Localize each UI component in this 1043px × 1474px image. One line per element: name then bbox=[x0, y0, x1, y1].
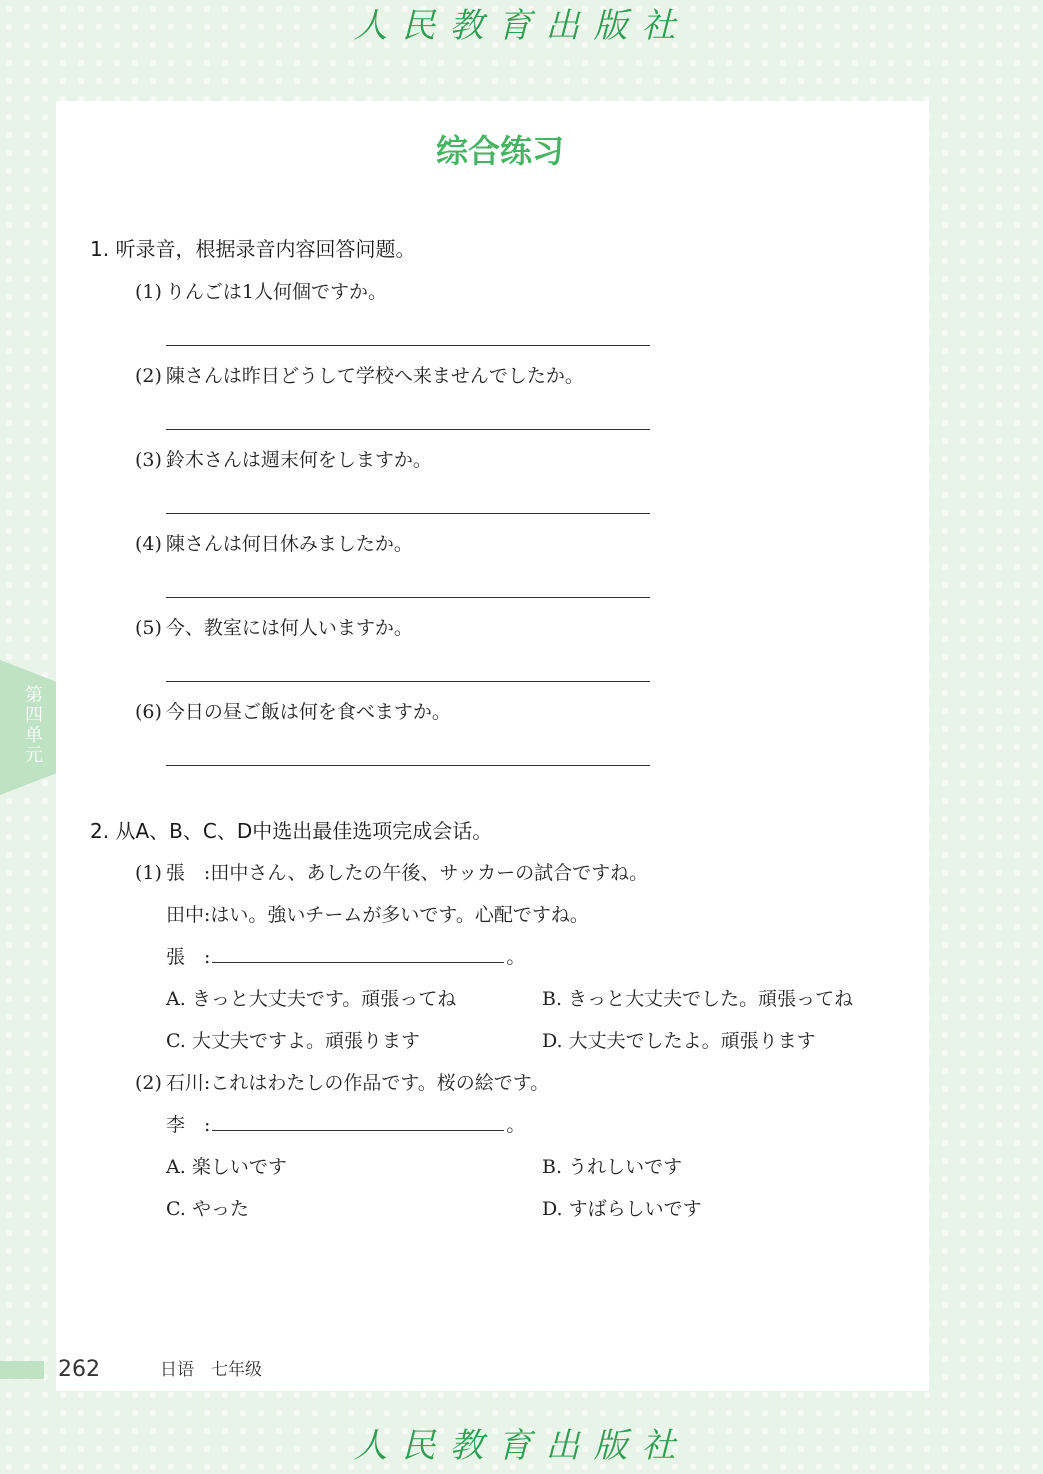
option-1-c[interactable] bbox=[166, 1028, 420, 1054]
dialogue-text: 。 bbox=[506, 1114, 526, 1136]
option-label: B. bbox=[542, 988, 563, 1010]
question-1-4 bbox=[135, 531, 413, 557]
option-1-b[interactable] bbox=[542, 986, 853, 1012]
option-label: A. bbox=[166, 1156, 186, 1178]
option-1-d[interactable] bbox=[542, 1028, 816, 1054]
dialogue-1-line-2 bbox=[166, 902, 589, 928]
answer-line-3[interactable] bbox=[166, 513, 650, 514]
section-1-instruction: 听录音，根据录音内容回答问题。 bbox=[115, 237, 416, 261]
dialogue-text: これはわたしの作品です。桜の絵です。 bbox=[210, 1072, 550, 1094]
option-label: A. bbox=[166, 988, 186, 1010]
answer-blank-1[interactable] bbox=[212, 944, 504, 963]
question-number: (5) bbox=[135, 617, 162, 639]
publisher-logo-top: 人民教育出版社 bbox=[353, 6, 690, 46]
question-1-1 bbox=[135, 279, 387, 305]
dialogue-text: はい。強いチームが多いです。心配ですね。 bbox=[210, 904, 589, 926]
option-text: すばらしいです bbox=[568, 1198, 702, 1220]
option-text: 大丈夫でしたよ。頑張ります bbox=[568, 1030, 816, 1052]
question-text: 陳さんは昨日どうして学校へ来ませんでしたか。 bbox=[165, 365, 584, 387]
question-number: (4) bbox=[135, 533, 162, 555]
option-2-a[interactable] bbox=[166, 1154, 287, 1180]
question-text: 今、教室には何人いますか。 bbox=[165, 617, 413, 639]
dialogue-2-line-2 bbox=[166, 1112, 525, 1138]
question-text: 陳さんは何日休みましたか。 bbox=[165, 533, 413, 555]
question-number: (3) bbox=[135, 449, 162, 471]
option-label: D. bbox=[542, 1030, 563, 1052]
option-2-b[interactable] bbox=[542, 1154, 682, 1180]
question-text: りんごは1人何個ですか。 bbox=[165, 281, 388, 303]
unit-side-tab-label: 第四单元 bbox=[25, 685, 43, 766]
book-title: 日语 七年级 bbox=[160, 1360, 262, 1380]
question-number: (2) bbox=[135, 1072, 162, 1094]
option-text: きっと大丈夫でした。頑張ってね bbox=[568, 988, 854, 1010]
publisher-logo-bottom: 人民教育出版社 bbox=[353, 1426, 690, 1466]
dialogue-2-line-1 bbox=[135, 1070, 549, 1096]
question-number: (1) bbox=[135, 862, 162, 884]
option-2-d[interactable] bbox=[542, 1196, 702, 1222]
answer-line-4[interactable] bbox=[166, 597, 650, 598]
question-1-6 bbox=[135, 699, 451, 725]
question-1-2 bbox=[135, 363, 584, 389]
option-label: D. bbox=[542, 1198, 563, 1220]
answer-line-5[interactable] bbox=[166, 681, 650, 682]
answer-blank-2[interactable] bbox=[212, 1112, 504, 1131]
section-1-number: 1. bbox=[90, 237, 110, 261]
option-2-c[interactable] bbox=[166, 1196, 249, 1222]
dialogue-1-line-3 bbox=[166, 944, 525, 970]
speaker: 張 : bbox=[165, 862, 211, 884]
answer-line-1[interactable] bbox=[166, 345, 650, 346]
question-number: (2) bbox=[135, 365, 162, 387]
option-label: C. bbox=[166, 1198, 186, 1220]
question-text: 今日の昼ご飯は何を食べますか。 bbox=[165, 701, 451, 723]
option-text: 楽しいです bbox=[191, 1156, 287, 1178]
answer-line-2[interactable] bbox=[166, 429, 650, 430]
question-number: (1) bbox=[135, 281, 162, 303]
option-1-a[interactable] bbox=[166, 986, 456, 1012]
dialogue-text: 。 bbox=[506, 946, 526, 968]
question-number: (6) bbox=[135, 701, 162, 723]
speaker: 張 : bbox=[166, 946, 211, 968]
speaker: 田中: bbox=[166, 904, 211, 926]
question-1-5 bbox=[135, 615, 413, 641]
page-number-tab bbox=[0, 1361, 44, 1379]
option-label: C. bbox=[166, 1030, 186, 1052]
page-number: 262 bbox=[58, 1357, 100, 1382]
dialogue-text: 田中さん、あしたの午後、サッカーの試合ですね。 bbox=[210, 862, 649, 884]
section-1-heading bbox=[90, 236, 415, 262]
option-text: きっと大丈夫です。頑張ってね bbox=[191, 988, 457, 1010]
question-1-3 bbox=[135, 447, 432, 473]
section-2-instruction: 从A、B、C、D中选出最佳选项完成会话。 bbox=[115, 819, 493, 843]
section-2-heading bbox=[90, 818, 492, 844]
dialogue-1-line-1 bbox=[135, 860, 648, 886]
speaker: 石川: bbox=[165, 1072, 211, 1094]
question-text: 鈴木さんは週末何をしますか。 bbox=[165, 449, 432, 471]
option-text: うれしいです bbox=[568, 1156, 683, 1178]
option-text: 大丈夫ですよ。頑張ります bbox=[191, 1030, 420, 1052]
answer-line-6[interactable] bbox=[166, 765, 650, 766]
page-title: 综合练习 bbox=[435, 132, 564, 170]
section-2-number: 2. bbox=[90, 819, 110, 843]
option-text: やった bbox=[191, 1198, 249, 1220]
speaker: 李 : bbox=[166, 1114, 211, 1136]
option-label: B. bbox=[542, 1156, 563, 1178]
